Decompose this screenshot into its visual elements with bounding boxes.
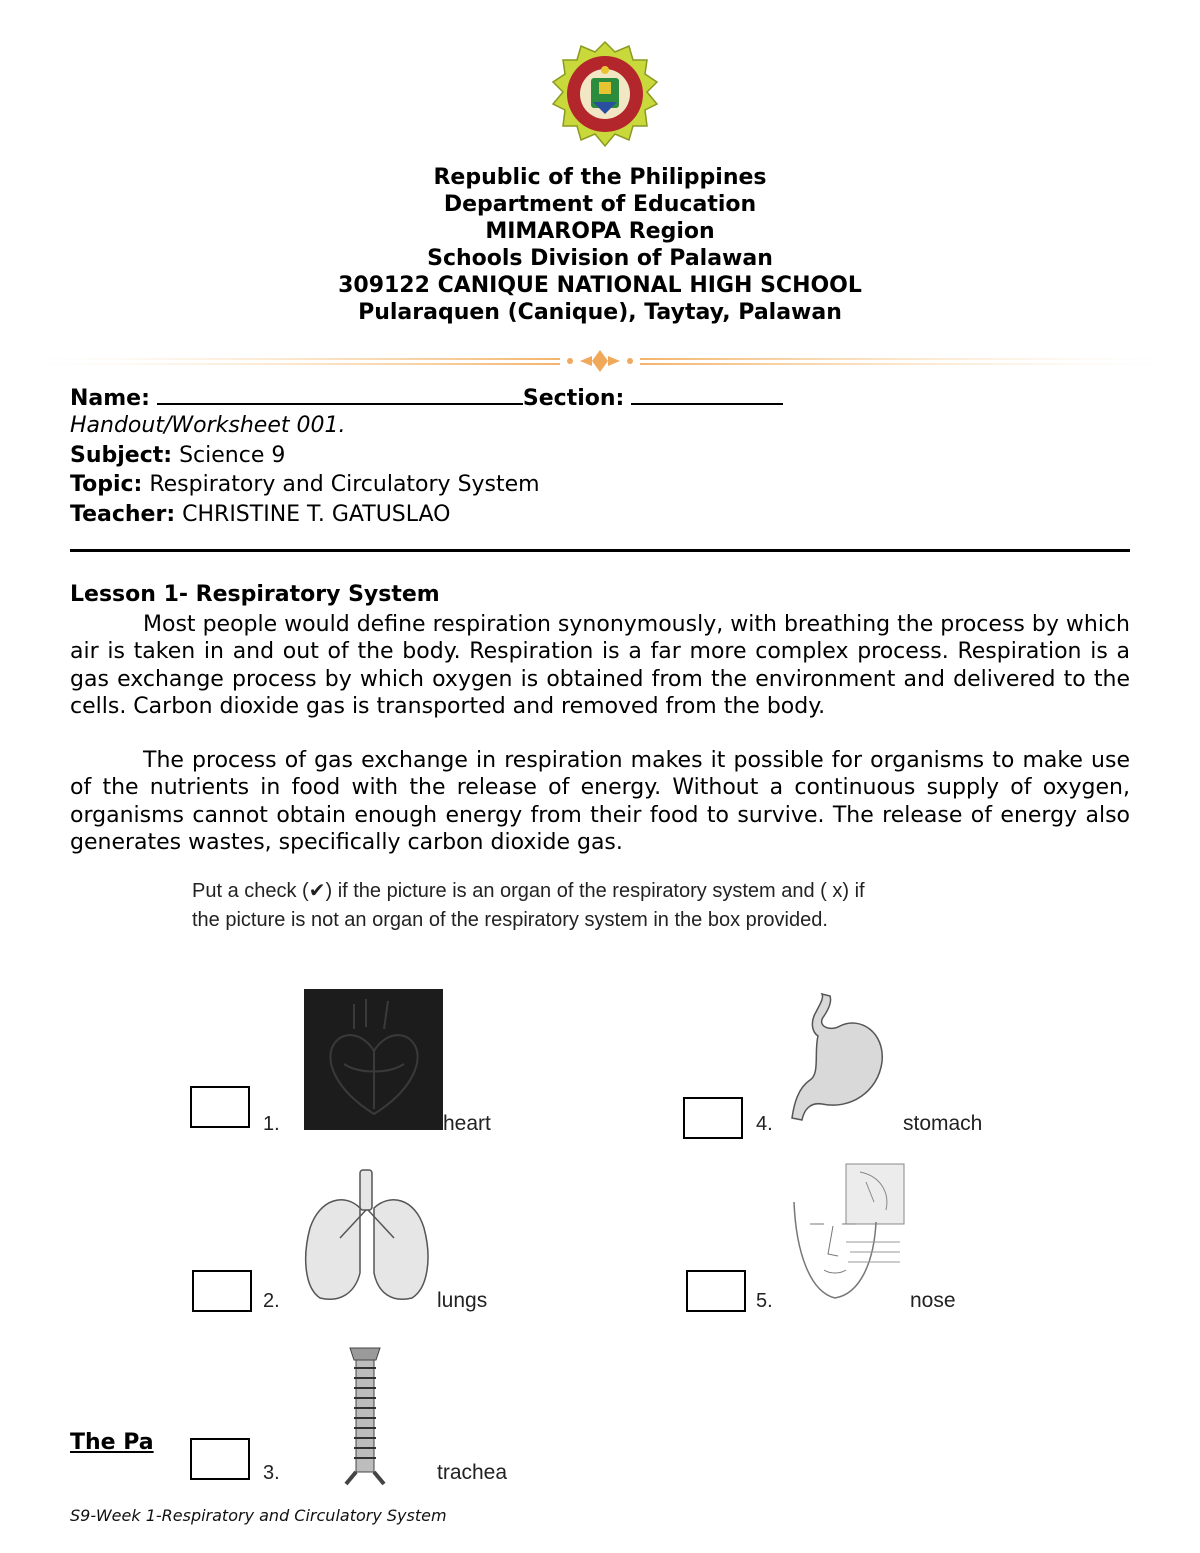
- answer-checkbox-4[interactable]: [683, 1097, 743, 1139]
- teacher-label: Teacher:: [70, 502, 176, 527]
- answer-checkbox-2[interactable]: [192, 1270, 252, 1312]
- subject-value: Science 9: [179, 443, 286, 468]
- heart-icon: [304, 989, 443, 1130]
- item-label: stomach: [903, 1112, 983, 1135]
- item-label: nose: [910, 1289, 956, 1312]
- school-seal-logo: [549, 40, 661, 148]
- paragraph-text: The process of gas exchange in respiration makes it possible for organisms to make use of the nutrients in food with the release of energy. Without a continuous supply of oxygen, organisms cannot obtain enough energy from their food to survive. The release of energy also generates wastes, specifically carbon dioxide gas.: [70, 748, 1130, 855]
- topic-label: Topic:: [70, 472, 143, 497]
- answer-checkbox-5[interactable]: [686, 1270, 746, 1312]
- trachea-icon: [340, 1346, 390, 1486]
- teacher-row: [70, 500, 451, 530]
- item-label: lungs: [437, 1289, 488, 1312]
- answer-checkbox-1[interactable]: [190, 1086, 250, 1128]
- handout-title: Handout/Worksheet 001.: [70, 413, 346, 438]
- activity-instruction-line-2: the picture is not an organ of the respiratory system in the box provided.: [192, 909, 828, 931]
- name-field[interactable]: [157, 381, 523, 405]
- lesson-paragraph-2: [70, 747, 1130, 856]
- name-section-row: [70, 381, 783, 414]
- activity-instruction-line-1: Put a check (✔) if the picture is an organ of the respiratory system and ( x) if: [192, 880, 865, 902]
- header-department: Department of Education: [443, 192, 757, 217]
- parts-heading: The Pa: [70, 1430, 154, 1455]
- item-label: heart: [443, 1112, 491, 1135]
- header-division: Schools Division of Palawan: [427, 246, 773, 271]
- ornamental-divider: [40, 348, 1160, 374]
- answer-checkbox-3[interactable]: [190, 1438, 250, 1480]
- topic-row: [70, 470, 540, 500]
- subject-label: Subject:: [70, 443, 173, 468]
- horizontal-rule: [70, 549, 1130, 552]
- stomach-icon: [790, 992, 890, 1124]
- lesson-title: Lesson 1- Respiratory System: [70, 582, 440, 607]
- lungs-icon: [300, 1168, 434, 1308]
- subject-row: [70, 441, 285, 471]
- school-header: [0, 164, 1200, 326]
- header-region: MIMAROPA Region: [485, 219, 715, 244]
- section-field[interactable]: [631, 381, 783, 405]
- header-school: 309122 CANIQUE NATIONAL HIGH SCHOOL: [338, 273, 862, 298]
- teacher-value: CHRISTINE T. GATUSLAO: [182, 502, 451, 527]
- lesson-paragraph-1: [70, 611, 1130, 720]
- page-footer: S9-Week 1-Respiratory and Circulatory System: [70, 1506, 447, 1525]
- header-address: Pularaquen (Canique), Taytay, Palawan: [358, 300, 842, 325]
- item-number: 4.: [756, 1113, 773, 1135]
- face-icon: [790, 1162, 906, 1302]
- item-number: 3.: [263, 1462, 280, 1484]
- topic-value: Respiratory and Circulatory System: [149, 472, 540, 497]
- item-number: 5.: [756, 1290, 773, 1312]
- item-number: 1.: [263, 1113, 280, 1135]
- paragraph-text: Most people would define respiration synonymously, with breathing the process by which air is taken in and out of the body. Respiration is a far more complex process. Respiration is a gas exchange process by which oxygen is obtained from the environment and delivered to the cells. Carbon dioxide gas is transported and removed from the body.: [70, 612, 1130, 719]
- header-republic: Republic of the Philippines: [433, 165, 767, 190]
- name-label: Name:: [70, 386, 150, 411]
- item-label: trachea: [437, 1461, 508, 1484]
- item-number: 2.: [263, 1290, 280, 1312]
- section-label: Section:: [522, 386, 625, 411]
